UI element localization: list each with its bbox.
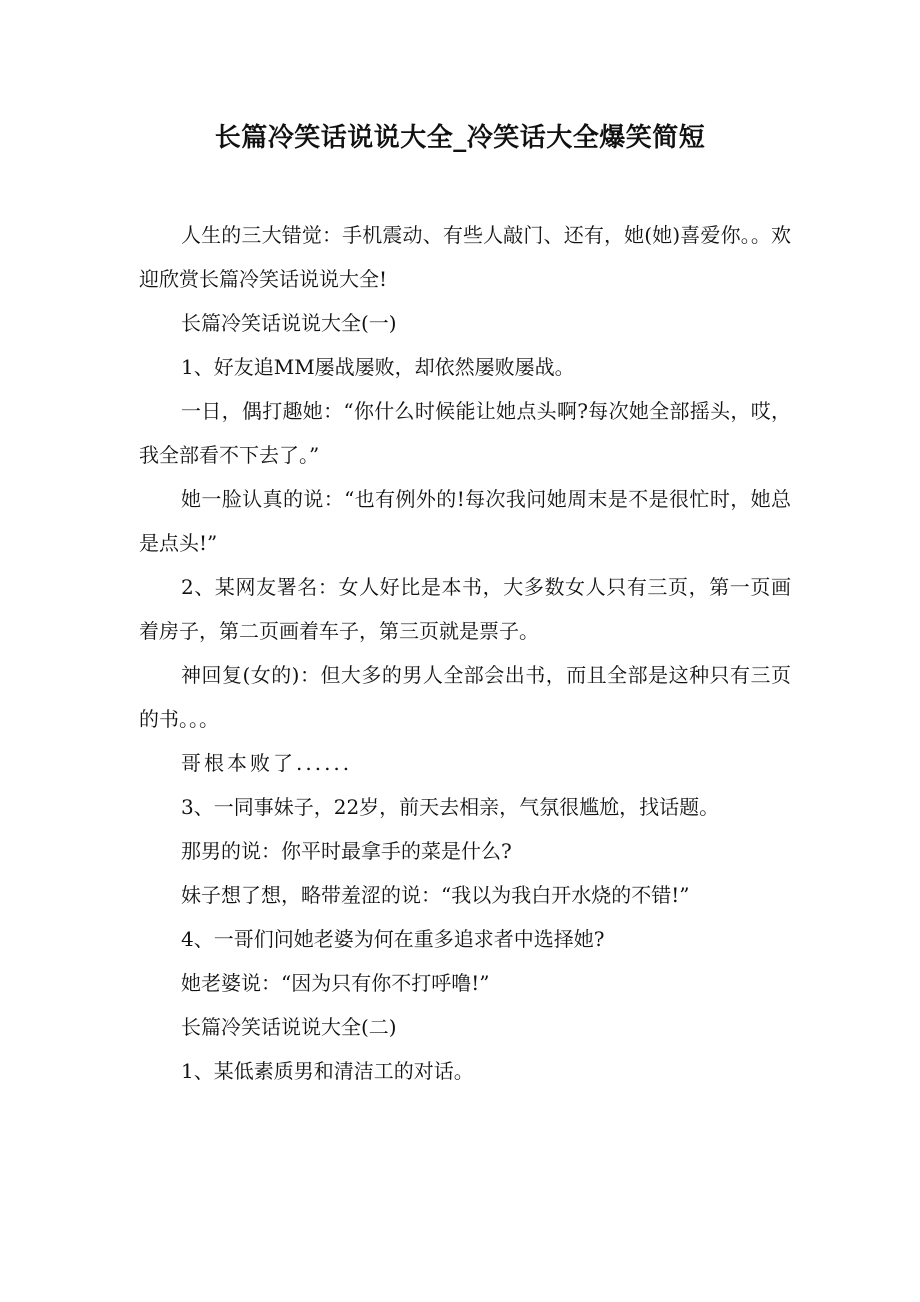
paragraph-intro: 人生的三大错觉：手机震动、有些人敲门、还有，她(她)喜爱你。。欢迎欣赏长篇冷笑话说说大全! [139, 223, 791, 291]
document-body [139, 213, 791, 1093]
paragraph: 妹子想了想，略带羞涩的说：“我以为我白开水烧的不错!” [181, 883, 690, 907]
paragraph: 神回复(女的)：但大多的男人全部会出书，而且全部是这种只有三页的书。。。 [139, 663, 791, 731]
paragraph: 哥根本败了...... [181, 751, 353, 775]
paragraph: 4、一哥们问她老婆为何在重多追求者中选择她? [181, 927, 605, 951]
paragraph: 她老婆说：“因为只有你不打呼噜!” [181, 971, 490, 995]
paragraph: 一日，偶打趣她：“你什么时候能让她点头啊?每次她全部摇头，哎，我全部看不下去了。” [139, 399, 791, 467]
paragraph: 2、某网友署名：女人好比是本书，大多数女人只有三页，第一页画着房子，第二页画着车子，第三页就是票子。 [139, 575, 791, 643]
paragraph: 她一脸认真的说：“也有例外的!每次我问她周末是不是很忙时，她总是点头!” [139, 487, 791, 555]
paragraph: 那男的说：你平时最拿手的菜是什么? [181, 839, 512, 863]
document-title: 长篇冷笑话说说大全_冷笑话大全爆笑简短 [214, 123, 706, 153]
paragraph: 1、某低素质男和清洁工的对话。 [181, 1059, 474, 1083]
section-heading-two: 长篇冷笑话说说大全(二) [181, 1015, 397, 1039]
section-heading-one: 长篇冷笑话说说大全(一) [181, 311, 397, 335]
paragraph: 1、好友追MM屡战屡败，却依然屡败屡战。 [181, 355, 575, 379]
paragraph: 3、一同事妹子，22岁，前天去相亲，气氛很尴尬，找话题。 [181, 795, 720, 819]
